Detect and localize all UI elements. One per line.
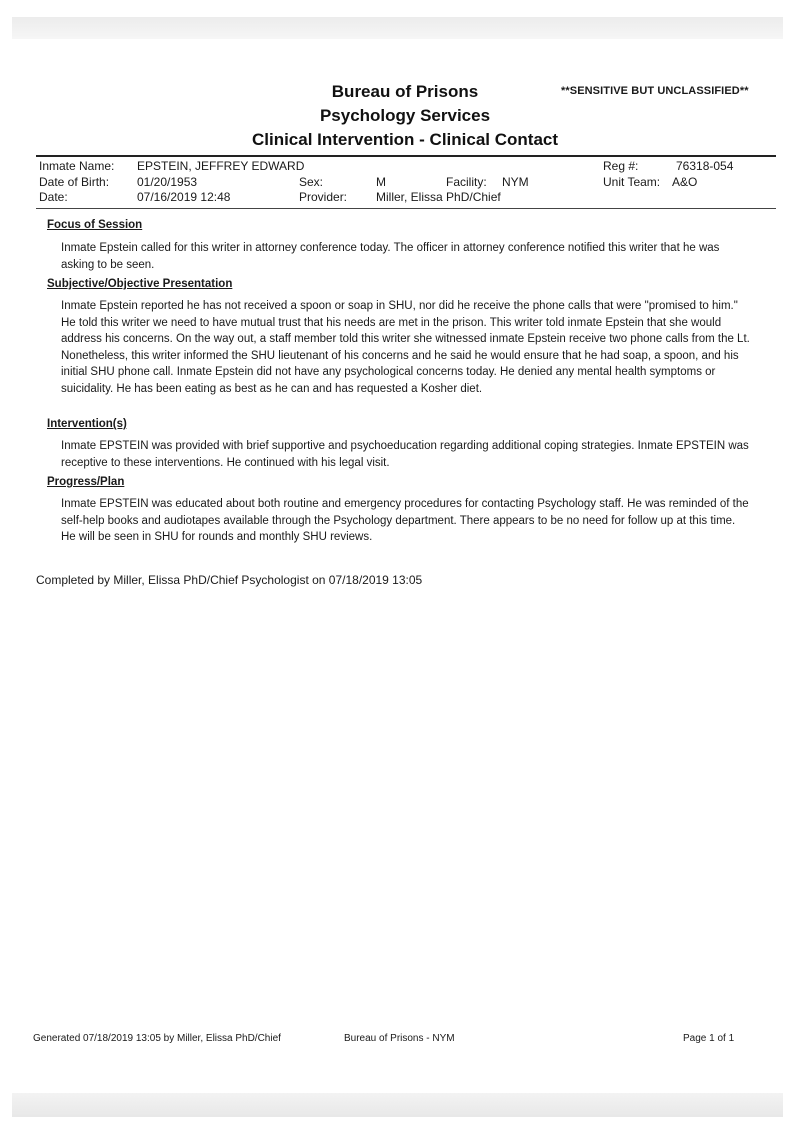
header-divider-top — [36, 155, 776, 157]
document-title-block — [200, 80, 610, 152]
title-agency: Bureau of Prisons — [331, 82, 479, 101]
reg-number-value: 76318-054 — [676, 159, 734, 173]
title-document-type: Clinical Intervention - Clinical Contact — [251, 130, 559, 149]
sex-label: Sex: — [299, 175, 324, 189]
footer-organization: Bureau of Prisons - NYM — [344, 1033, 455, 1044]
scan-edge-top — [12, 17, 783, 39]
section-heading-subjective: Subjective/Objective Presentation — [47, 278, 233, 290]
facility-label: Facility: — [446, 175, 487, 189]
date-label: Date: — [39, 190, 68, 204]
footer-generated: Generated 07/18/2019 13:05 by Miller, Elissa PhD/Chief — [33, 1033, 281, 1044]
section-heading-focus: Focus of Session — [47, 219, 143, 231]
unit-team-label: Unit Team: — [603, 175, 661, 189]
section-text-subjective: Inmate Epstein reported he has not received a spoon or soap in SHU, nor did he receive the phone calls that were "promised to him." He told this writer we need to have mutual trust that his needs are met in the prison. This writer told inmate Epstein that she would address his concerns. On the way out, a staff member told this writer she witnessed inmate Epstein receive two phone calls from the Lt. Nonetheless, this writer informed the SHU lieutenant of his concerns and he said he would ensure that he had soap, a spoon, and his initial SHU phone call. Inmate Epstein did not have any psychological concerns today. He denied any mental health symptoms or suicidality. He has been eating as best as he can and has requested a Kosher diet. — [61, 300, 750, 395]
section-heading-progress: Progress/Plan — [47, 476, 125, 488]
section-text-interventions: Inmate EPSTEIN was provided with brief supportive and psychoeducation regarding additional coping strategies. Inmate EPSTEIN was receptive to these interventions. He continued with his legal visit. — [61, 440, 749, 469]
provider-label: Provider: — [299, 190, 348, 204]
unit-team-value: A&O — [672, 175, 698, 189]
title-department: Psychology Services — [319, 106, 491, 125]
provider-value: Miller, Elissa PhD/Chief — [376, 190, 501, 204]
inmate-name-value: EPSTEIN, JEFFREY EDWARD — [137, 159, 305, 173]
completed-by-line: Completed by Miller, Elissa PhD/Chief Psychologist on 07/18/2019 13:05 — [36, 573, 423, 587]
section-text-progress: Inmate EPSTEIN was educated about both routine and emergency procedures for contacting Psychology staff. He was reminded of the self-help books and audiotapes available through the Psychology department. There appears to be no need for follow up at this time. He will be seen in SHU for rounds and monthly SHU reviews. — [61, 498, 749, 543]
dob-label: Date of Birth: — [39, 175, 110, 189]
inmate-name-label: Inmate Name: — [39, 159, 115, 173]
classification-banner: **SENSITIVE BUT UNCLASSIFIED** — [561, 85, 749, 97]
facility-value: NYM — [502, 175, 529, 189]
header-divider-bottom — [36, 208, 776, 209]
section-text-focus: Inmate Epstein called for this writer in attorney conference today. The officer in attorney conference notified this writer that he was asking to be seen. — [61, 242, 720, 271]
reg-number-label: Reg #: — [603, 159, 639, 173]
footer-page-number: Page 1 of 1 — [683, 1033, 735, 1044]
sex-value: M — [376, 175, 386, 189]
section-heading-interventions: Intervention(s) — [47, 418, 127, 430]
scan-edge-bottom — [12, 1093, 783, 1117]
dob-value: 01/20/1953 — [137, 175, 198, 189]
date-value: 07/16/2019 12:48 — [137, 190, 231, 204]
